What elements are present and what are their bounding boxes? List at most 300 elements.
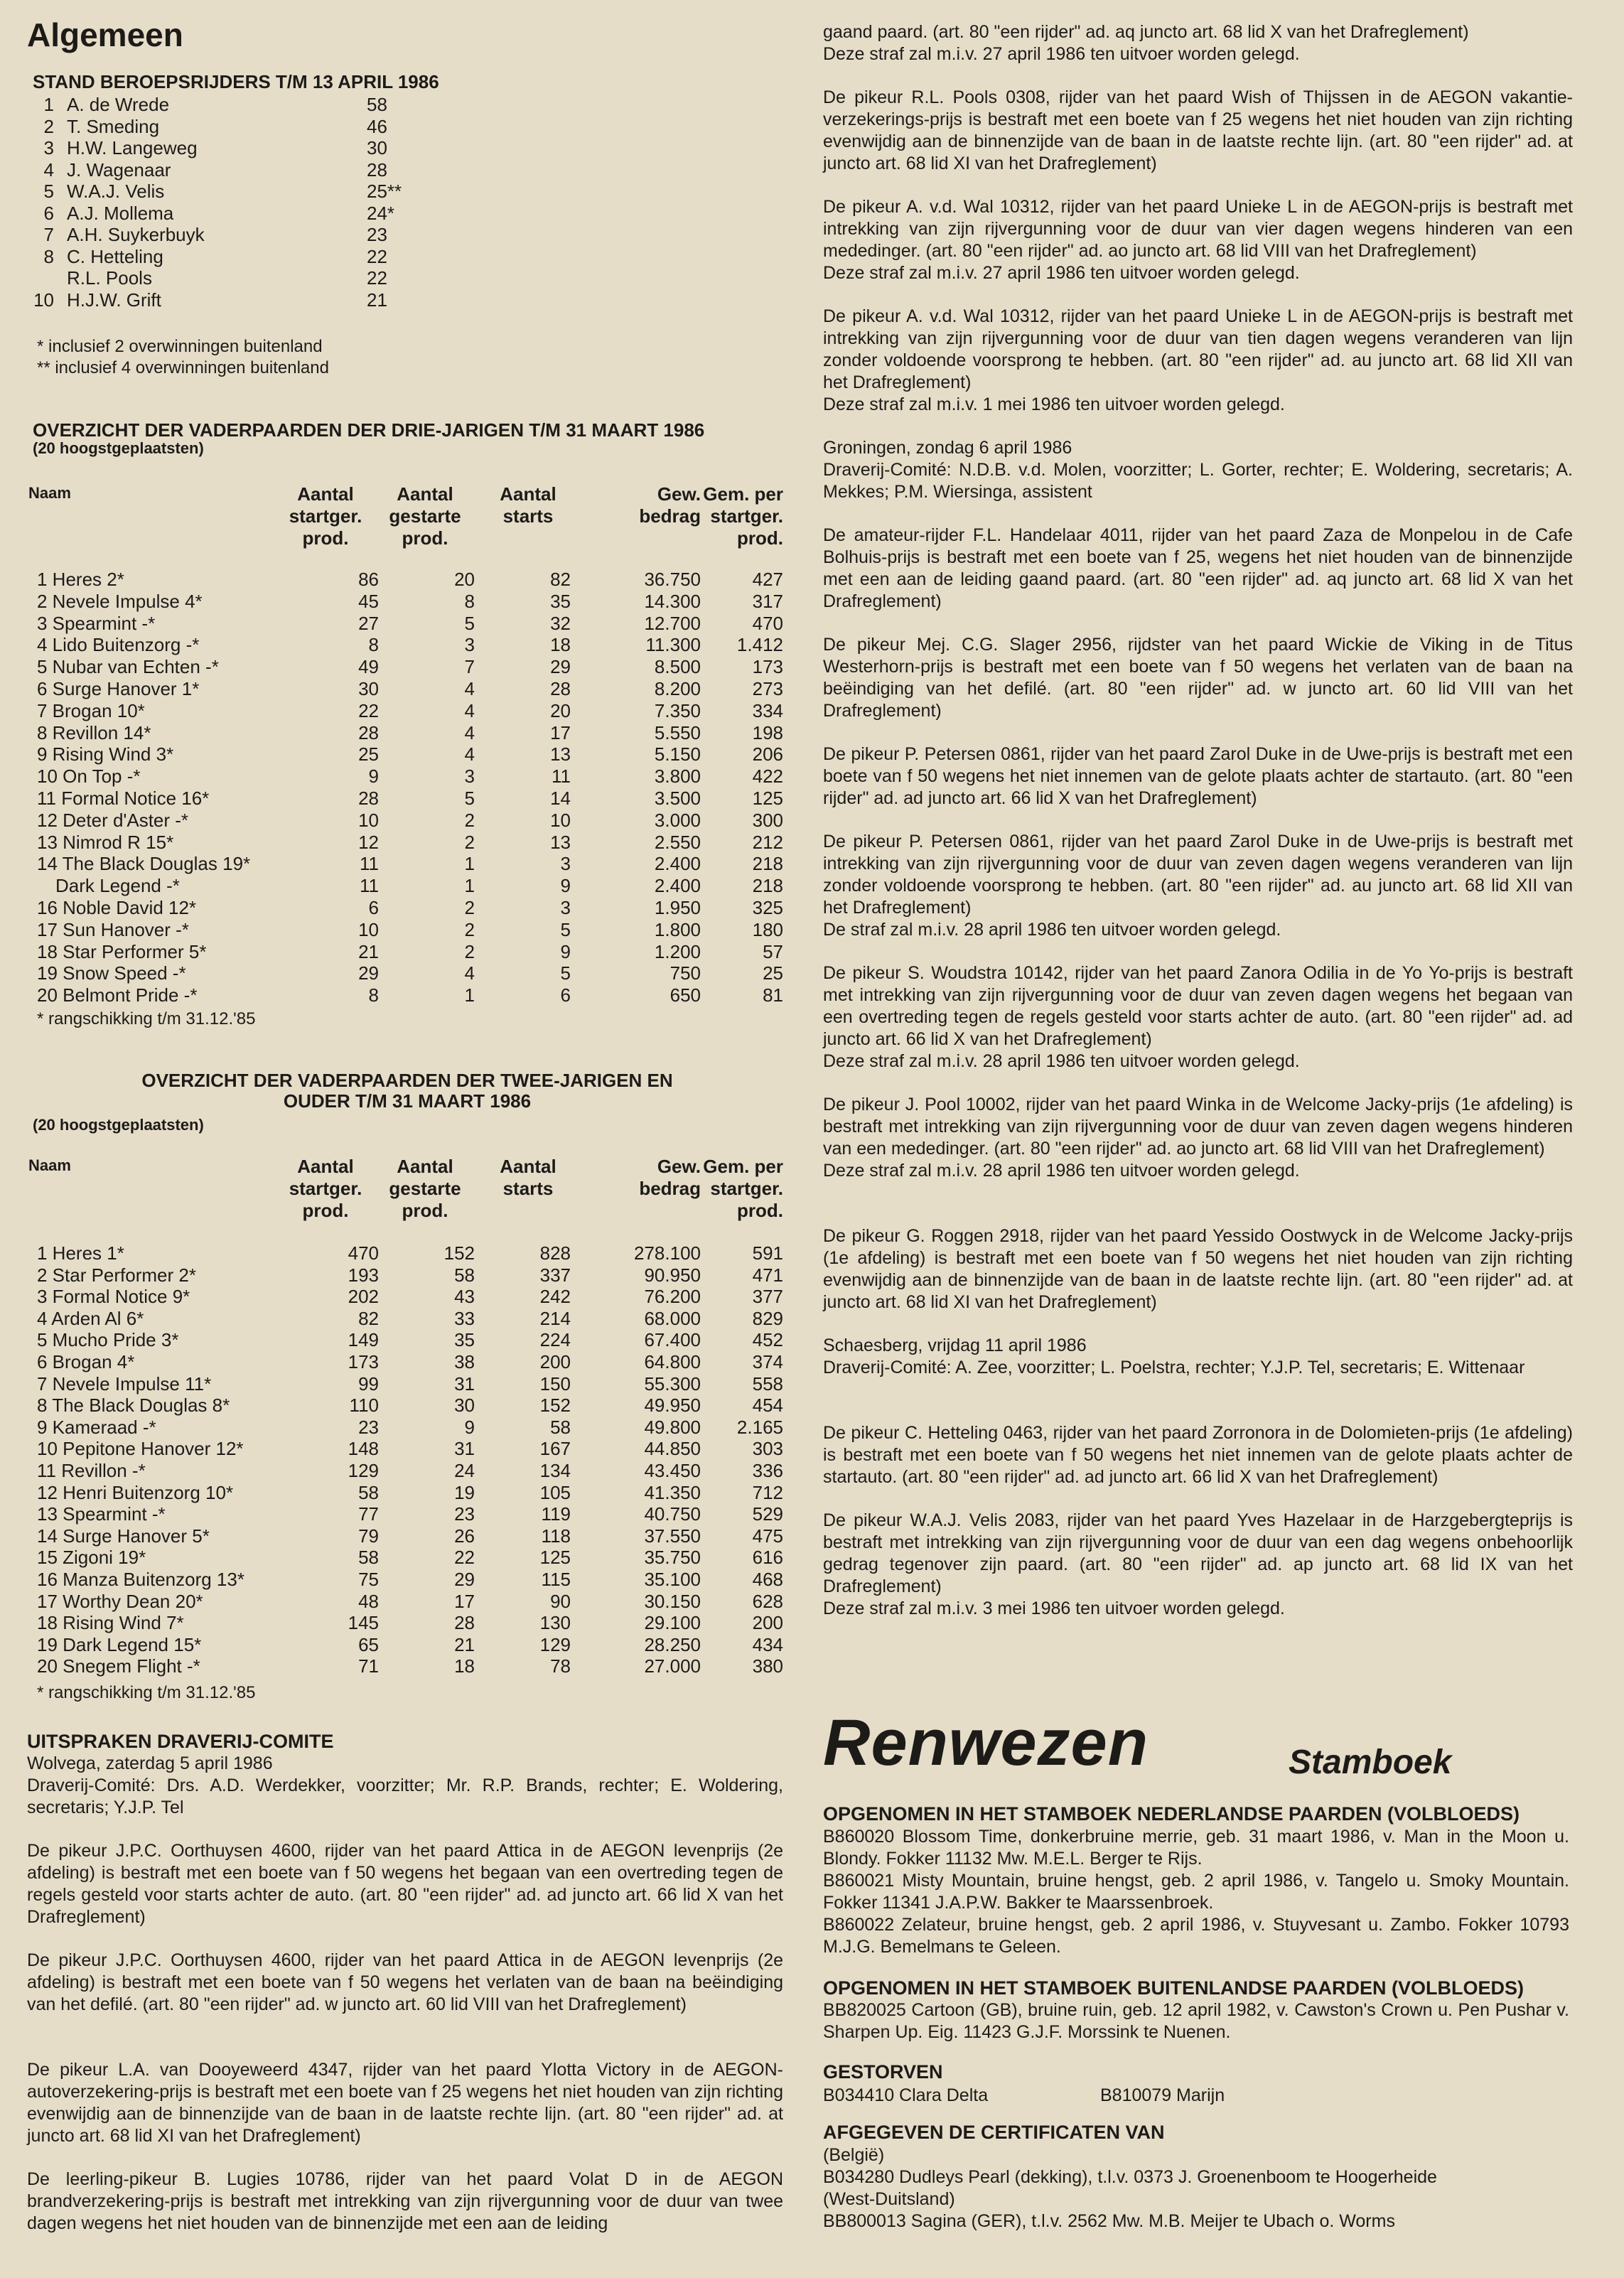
table-cell: 49.800 (644, 1416, 701, 1438)
table-cell: 35.750 (644, 1547, 701, 1569)
table-row (27, 700, 787, 721)
table-cell: 145 (348, 1612, 379, 1634)
table-cell: 28 (358, 721, 379, 743)
stand-rank: 3 (43, 137, 54, 159)
table-cell: 38 (454, 1351, 475, 1372)
table-cell: 49.950 (644, 1395, 701, 1417)
uitspraken-title: UITSPRAKEN DRAVERIJ-COMITE (27, 1731, 334, 1752)
stand-row (27, 224, 525, 245)
uitspraken-paragraph: De amateur-rijder F.L. Handelaar 4011, rijder van het paard Zaza de Monpelou in de Cafe Bolhuis-prijs is bestraft met een boete van f 25, wegens het niet houden van de binnenzijde met een aan de leiding gaand paard. (art. 80 "een rijder" ad. aq juncto art. 68 lid X van het Drafreglement) (823, 525, 1573, 611)
table-cell-name: 13 Spearmint -* (37, 1503, 166, 1525)
table-cell: 19 (454, 1481, 475, 1503)
table-cell: 22 (358, 699, 379, 721)
table-cell-name: 19 Snow Speed -* (37, 962, 186, 984)
stand-rank: 6 (43, 202, 54, 224)
table-cell-name: 14 Surge Hanover 5* (37, 1525, 210, 1547)
stand-note-2: ** inclusief 4 overwinningen buitenland (37, 358, 329, 377)
table-cell: 828 (539, 1242, 571, 1264)
table-cell-name: 8 The Black Douglas 8* (37, 1395, 230, 1417)
table-cell: 6 (368, 897, 379, 918)
gestorven-item-2: B810079 Marijn (1100, 2085, 1225, 2105)
stamboek-buitenland-text: BB820025 Cartoon (GB), bruine ruin, geb. 12 april 1982, v. Cawston's Crown u. Pen Pushar v. Sharpen Up. Eig. 11423 G.J.F. Morssink te Nuenen. (823, 2000, 1569, 2042)
stand-row (27, 289, 525, 311)
table-cell-name: 6 Brogan 4* (37, 1351, 135, 1372)
table-cell: 28 (358, 788, 379, 809)
table-cell: 32 (550, 612, 571, 634)
uitspraken-paragraph: gaand paard. (art. 80 "een rijder" ad. aq juncto art. 68 lid X van het Drafreglement) Deze straf zal m.i.v. 27 april 1986 ten uitvoer worden gelegd. (823, 22, 1469, 64)
table-cell: 13 (550, 743, 571, 765)
uitspraken-paragraph: De pikeur S. Woudstra 10142, rijder van het paard Zanora Odilia in de Yo Yo-prijs is bestraft met intrekking van zijn rijvergunning voor de duur van zeven dagen wegens het begaan van een overtreding tegen de regels gesteld voor starts achter de auto. (art. 80 "een rijder" ad. ad juncto art. 66 lid X van het Drafreglement) Deze straf zal m.i.v. 28 april 1986 ten uitvoer worden gelegd. (823, 963, 1573, 1071)
table-cell: 48 (358, 1590, 379, 1612)
table-row (27, 788, 787, 809)
table-cell: 3 (464, 634, 475, 656)
table-cell: 4 (464, 678, 475, 699)
table-cell: 470 (752, 612, 783, 634)
stand-note-1: * inclusief 2 overwinningen buitenland (37, 337, 323, 356)
stand-score: 25** (367, 181, 402, 202)
table-cell: 58 (454, 1264, 475, 1286)
table-cell: 29 (454, 1569, 475, 1590)
table-cell: 529 (752, 1503, 783, 1525)
table-cell: 317 (752, 590, 783, 612)
table-cell: 43.450 (644, 1460, 701, 1481)
table-cell: 12.700 (644, 612, 701, 634)
drie-table-title: OVERZICHT DER VADERPAARDEN DER DRIE-JARIGEN T/M 31 MAART 1986 (33, 419, 705, 441)
table-cell: 303 (752, 1438, 783, 1460)
stand-score: 23 (367, 224, 387, 245)
table-header-col: Aantal gestarte prod. (389, 483, 461, 549)
table-cell: 79 (358, 1525, 379, 1547)
table-cell: 750 (670, 962, 701, 984)
table-cell: 11 (360, 875, 379, 897)
table-row (27, 853, 787, 874)
table-cell: 11 (360, 853, 379, 875)
table-cell-name: 15 Zigoni 19* (37, 1547, 146, 1569)
table-cell: 242 (539, 1286, 571, 1308)
table-cell: 28 (550, 678, 571, 699)
table-cell: 43 (454, 1286, 475, 1308)
table-cell: 5.150 (654, 743, 701, 765)
stand-rank: 8 (43, 245, 54, 267)
table-cell: 36.750 (644, 569, 701, 590)
uitspraken-paragraph: De pikeur W.A.J. Velis 2083, rijder van het paard Yves Hazelaar in de Harzgebergteprijs is bestraft met intrekking van zijn rijvergunning voor de duur van een dag wegens onbehoorlijk gedrag tegenover zijn paard. (art. 80 "een rijder" ad. ap juncto art. 68 lid IX van het Drafreglement) Deze straf zal m.i.v. 3 mei 1986 ten uitvoer worden gelegd. (823, 1510, 1573, 1618)
table-cell: 5.550 (654, 721, 701, 743)
table-cell: 25 (763, 962, 783, 984)
table-cell: 152 (539, 1395, 571, 1417)
table-cell: 180 (752, 918, 783, 940)
table-row (27, 1329, 787, 1350)
table-cell: 27.000 (644, 1655, 701, 1677)
table-header-naam: Naam (28, 1156, 71, 1174)
table-cell: 26 (454, 1525, 475, 1547)
uitspraken-paragraph: De pikeur J.P.C. Oorthuysen 4600, rijder van het paard Attica in de AEGON levenprijs (2e afdeling) is bestraft met een boete van f 50 wegens het verlaten van de baan na beëindiging van het defilé. (art. 80 "een rijder" ad. w juncto art. 60 lid VIII van het Drafreglement) (27, 1950, 783, 2014)
table-cell: 1 (464, 984, 475, 1006)
table-cell-name: 18 Star Performer 5* (37, 940, 207, 962)
stand-name: H.W. Langeweg (67, 137, 198, 159)
table-cell: 591 (752, 1242, 783, 1264)
table-cell: 273 (752, 678, 783, 699)
table-cell: 173 (752, 656, 783, 678)
table-row (27, 1525, 787, 1547)
table-cell-name: 3 Spearmint -* (37, 612, 156, 634)
table-cell: 30 (454, 1395, 475, 1417)
uitspraken-paragraph: De pikeur A. v.d. Wal 10312, rijder van het paard Unieke L in de AEGON-prijs is bestraft met intrekking van zijn rijvergunning voor de duur van tien dagen wegens veranderen van lijn zonder voldoende voorsprong te hebben. (art. 80 "een rijder" ad. au juncto art. 68 lid XII van het Drafreglement) Deze straf zal m.i.v. 1 mei 1986 ten uitvoer worden gelegd. (823, 306, 1573, 414)
table-cell-name: 11 Formal Notice 16* (37, 788, 210, 809)
stand-name: A. de Wrede (67, 94, 170, 115)
table-cell-name: 4 Arden Al 6* (37, 1307, 144, 1329)
certificaten-head: AFGEGEVEN DE CERTIFICATEN VAN (823, 2122, 1165, 2143)
table-cell: 21 (358, 940, 379, 962)
table-row (27, 1286, 787, 1307)
stand-name: W.A.J. Velis (67, 181, 165, 202)
table-cell: 35.100 (644, 1569, 701, 1590)
table-cell-name: 9 Kameraad -* (37, 1416, 156, 1438)
table-cell: 24 (454, 1460, 475, 1481)
uitspraken-paragraph: De pikeur Mej. C.G. Slager 2956, rijdster van het paard Wickie de Viking in de Titus Westerhorn-prijs is bestraft met een boete van f 50 wegens het verlaten van de baan na beëindiging van het defilé. (art. 80 "een rijder" ad. w juncto art. 60 lid VIII van het Drafreglement) (823, 635, 1573, 721)
table-row (27, 1591, 787, 1612)
table-cell: 35 (550, 590, 571, 612)
table-cell: 20 (550, 699, 571, 721)
table-cell: 29 (550, 656, 571, 678)
table-row (27, 1634, 787, 1655)
uitspraken-paragraph: De pikeur G. Roggen 2918, rijder van het paard Yessido Oostwyck in de Welcome Jacky-prijs (1e afdeling) is bestraft met een boete van f 50 wegens het niet houden van zijn richting evenwijdig aan de binnenzijde van de baan in de laatste rechte lijn. (art. 80 "een rijder" ad. at juncto art. 68 lid XI van het Drafreglement) (823, 1226, 1573, 1312)
table-cell: 206 (752, 743, 783, 765)
table-cell: 58 (550, 1416, 571, 1438)
table-cell-name: 11 Revillon -* (37, 1460, 146, 1481)
table-cell: 422 (752, 765, 783, 788)
table-cell: 13 (550, 831, 571, 853)
table-cell: 1.800 (654, 918, 701, 940)
table-cell: 452 (752, 1329, 783, 1351)
stand-score: 24* (367, 202, 395, 224)
table-cell: 11.300 (645, 634, 701, 656)
table-cell: 129 (539, 1633, 571, 1655)
stand-row (27, 246, 525, 267)
table-cell: 1.950 (654, 897, 701, 918)
table-cell: 829 (752, 1307, 783, 1329)
table-cell: 23 (454, 1503, 475, 1525)
stand-score: 30 (367, 137, 387, 159)
stand-row (27, 181, 525, 202)
table-cell: 5 (560, 962, 571, 984)
table-cell: 200 (752, 1612, 783, 1634)
table-cell: 17 (550, 721, 571, 743)
table-cell: 3 (560, 897, 571, 918)
table-cell-name: 9 Rising Wind 3* (37, 743, 174, 765)
table-cell: 49 (358, 656, 379, 678)
renwezen-title: Renwezen (823, 1707, 1149, 1779)
table-row (27, 962, 787, 984)
table-cell-name: 12 Deter d'Aster -* (37, 809, 189, 831)
gestorven-item-1: B034410 Clara Delta (823, 2085, 989, 2105)
table-cell: 2 (464, 940, 475, 962)
table-cell: 18 (550, 634, 571, 656)
table-cell-name: 7 Nevele Impulse 11* (37, 1372, 212, 1395)
table-cell-name: 8 Revillon 14* (37, 721, 151, 743)
table-cell: 5 (560, 918, 571, 940)
table-cell: 23 (358, 1416, 379, 1438)
table-cell: 650 (670, 984, 701, 1006)
table-cell: 325 (752, 897, 783, 918)
stand-score: 58 (367, 94, 387, 115)
table-row (27, 1569, 787, 1590)
uitspraken-paragraph: Groningen, zondag 6 april 1986 Draverij-Comité: N.D.B. v.d. Molen, voorzitter; L. Gorter, rechter; E. Woldering, secretaris; A. Mekkes; P.M. Wiersinga, assistent (823, 438, 1573, 502)
table-cell: 10 (550, 809, 571, 831)
table-cell: 119 (541, 1503, 571, 1525)
table-cell: 75 (358, 1569, 379, 1590)
table-row (27, 1373, 787, 1395)
uitspraken-paragraph: De pikeur L.A. van Dooyeweerd 4347, rijder van het paard Ylotta Victory in de AEGON-autoverzekering-prijs is bestraft met een boete van f 25 wegens het niet houden van zijn richting evenwijdig aan de binnenzijde van de baan in de laatste rechte lijn. (art. 80 "een rijder" ad. at juncto art. 68 lid XI van het Drafreglement) (27, 2060, 783, 2146)
table-cell: 150 (539, 1372, 571, 1395)
table-cell: 475 (752, 1525, 783, 1547)
table-cell: 3.000 (654, 809, 701, 831)
table-cell: 152 (443, 1242, 475, 1264)
table-cell: 616 (752, 1547, 783, 1569)
table-cell: 202 (348, 1286, 379, 1308)
table-cell: 9 (368, 765, 379, 788)
table-row (27, 1547, 787, 1568)
table-cell: 30 (358, 678, 379, 699)
table-cell: 9 (560, 875, 571, 897)
table-cell-name: 7 Brogan 10* (37, 699, 145, 721)
table-cell-name: 20 Snegem Flight -* (37, 1655, 200, 1677)
table-cell: 25 (358, 743, 379, 765)
table-cell: 68.000 (644, 1307, 701, 1329)
table-row (27, 743, 787, 765)
table-cell: 8 (368, 984, 379, 1006)
table-cell: 33 (454, 1307, 475, 1329)
uitspraken-paragraph: De pikeur A. v.d. Wal 10312, rijder van het paard Unieke L in de AEGON-prijs is bestraft met intrekking van zijn rijvergunning voor de duur van vier dagen wegens hinderen van een mededinger. (art. 80 "een rijder" ad. ao juncto art. 68 lid VIII van het Drafreglement) Deze straf zal m.i.v. 27 april 1986 ten uitvoer worden gelegd. (823, 197, 1573, 283)
table-cell: 4 (464, 721, 475, 743)
table-cell: 28.250 (644, 1633, 701, 1655)
table-cell: 67.400 (644, 1329, 701, 1351)
twee-table-note: * rangschikking t/m 31.12.'85 (37, 1683, 256, 1702)
table-row (27, 569, 787, 590)
table-cell-name: Dark Legend -* (55, 875, 180, 897)
table-cell: 4 (464, 699, 475, 721)
table-cell: 118 (541, 1525, 571, 1547)
table-row (27, 1460, 787, 1481)
table-cell-name: 12 Henri Buitenzorg 10* (37, 1481, 234, 1503)
table-row (27, 875, 787, 896)
table-cell: 28 (454, 1612, 475, 1634)
table-cell: 2.165 (736, 1416, 783, 1438)
stand-rank: 10 (33, 289, 54, 311)
table-row (27, 1242, 787, 1264)
stand-score: 28 (367, 159, 387, 181)
stand-rank: 2 (43, 115, 54, 137)
table-cell: 31 (454, 1372, 475, 1395)
table-cell: 18 (454, 1655, 475, 1677)
table-cell: 278.100 (634, 1242, 701, 1264)
table-cell: 1 (464, 875, 475, 897)
table-cell: 3 (464, 765, 475, 788)
table-header-col: Aantal startger. prod. (289, 1156, 362, 1221)
table-cell: 3.800 (654, 765, 701, 788)
table-cell: 130 (539, 1612, 571, 1634)
table-row (27, 1308, 787, 1329)
table-cell: 9 (464, 1416, 475, 1438)
table-cell: 64.800 (644, 1351, 701, 1372)
table-row (27, 1351, 787, 1372)
table-cell: 4 (464, 743, 475, 765)
table-cell: 10 (358, 918, 379, 940)
table-cell: 427 (752, 569, 783, 590)
table-cell: 86 (358, 569, 379, 590)
table-cell: 3 (560, 853, 571, 875)
table-header-naam: Naam (28, 484, 71, 502)
stand-row (27, 203, 525, 224)
stamboek-subtitle: Stamboek (1289, 1744, 1452, 1781)
table-row (27, 984, 787, 1006)
table-cell: 14 (550, 788, 571, 809)
table-cell: 76.200 (644, 1286, 701, 1308)
stand-name: T. Smeding (67, 115, 160, 137)
stand-name: A.H. Suykerbuyk (67, 224, 205, 245)
table-cell-name: 19 Dark Legend 15* (37, 1633, 202, 1655)
table-cell: 10 (358, 809, 379, 831)
table-row (27, 941, 787, 962)
stand-name: H.J.W. Grift (67, 289, 161, 311)
table-cell: 212 (752, 831, 783, 853)
table-cell: 125 (752, 788, 783, 809)
table-cell: 129 (348, 1460, 379, 1481)
table-cell: 78 (550, 1655, 571, 1677)
table-cell: 9 (560, 940, 571, 962)
table-cell: 1.412 (736, 634, 783, 656)
table-cell: 198 (752, 721, 783, 743)
table-cell: 167 (539, 1438, 571, 1460)
table-cell: 7 (464, 656, 475, 678)
table-cell: 125 (539, 1547, 571, 1569)
stand-row (27, 137, 525, 159)
table-cell-name: 6 Surge Hanover 1* (37, 678, 200, 699)
table-cell-name: 17 Worthy Dean 20* (37, 1590, 203, 1612)
table-row (27, 722, 787, 743)
twee-table-subtitle: (20 hoogstgeplaatsten) (33, 1116, 204, 1134)
stand-title: STAND BEROEPSRIJDERS T/M 13 APRIL 1986 (33, 71, 439, 92)
uitspraken-paragraph: De leerling-pikeur B. Lugies 10786, rijder van het paard Volat D in de AEGON brandverzekering-prijs is bestraft met intrekking van zijn rijvergunning voor de duur van twee dagen wegens het niet houden van de binnenzijde met een aan de leiding (27, 2169, 783, 2233)
stand-row (27, 267, 525, 289)
table-cell: 8 (464, 590, 475, 612)
table-row (27, 1655, 787, 1677)
table-cell: 82 (358, 1307, 379, 1329)
table-row (27, 1417, 787, 1438)
table-cell-name: 18 Rising Wind 7* (37, 1612, 184, 1634)
uitspraken-paragraph: De pikeur R.L. Pools 0308, rijder van het paard Wish of Thijssen in de AEGON vakantie-verzekerings-prijs is bestraft met een boete van f 25 wegens het niet houden van zijn richting evenwijdig aan de binnenzijde van de baan in de laatste rechte lijn. (art. 80 "een rijder" ad. at juncto art. 68 lid XI van het Drafreglement) (823, 87, 1573, 173)
table-cell: 134 (539, 1460, 571, 1481)
section-heading-algemeen: Algemeen (27, 16, 183, 53)
stand-name: J. Wagenaar (67, 159, 171, 181)
uitspraken-paragraph: De pikeur J. Pool 10002, rijder van het paard Winka in de Welcome Jacky-prijs (1e afdeling) is bestraft met intrekking van zijn rijvergunning voor de duur van zeven dagen wegens hinderen van een mededinger. (art. 80 "een rijder" ad. ao juncto art. 68 lid VIII van het Drafreglement) Deze straf zal m.i.v. 28 april 1986 ten uitvoer worden gelegd. (823, 1095, 1573, 1181)
table-cell-name: 16 Manza Buitenzorg 13* (37, 1569, 244, 1590)
table-cell: 380 (752, 1655, 783, 1677)
table-cell: 40.750 (644, 1503, 701, 1525)
table-cell: 99 (358, 1372, 379, 1395)
table-cell: 377 (752, 1286, 783, 1308)
stamboek-nl-head: OPGENOMEN IN HET STAMBOEK NEDERLANDSE PAARDEN (VOLBLOEDS) (823, 1803, 1520, 1825)
table-cell: 148 (348, 1438, 379, 1460)
table-cell: 712 (752, 1481, 783, 1503)
table-row (27, 634, 787, 655)
stamboek-buitenland-head: OPGENOMEN IN HET STAMBOEK BUITENLANDSE PAARDEN (VOLBLOEDS) (823, 1977, 1524, 1999)
table-header-col: Gem. per startger. prod. (703, 483, 783, 549)
table-cell: 57 (763, 940, 783, 962)
table-cell: 77 (358, 1503, 379, 1525)
table-cell: 90 (550, 1590, 571, 1612)
table-row (27, 613, 787, 634)
table-cell: 14.300 (644, 590, 701, 612)
stand-score: 22 (367, 245, 387, 267)
table-cell: 8.500 (654, 656, 701, 678)
table-row (27, 832, 787, 853)
table-row (27, 1264, 787, 1286)
table-cell: 29 (358, 962, 379, 984)
twee-table-title-1: OVERZICHT DER VADERPAARDEN DER TWEE-JARIGEN EN (141, 1070, 673, 1091)
uitspraken-paragraph: De pikeur J.P.C. Oorthuysen 4600, rijder van het paard Attica in de AEGON levenprijs (2e afdeling) is bestraft met een boete van f 50 wegens het begaan van een overtreding tegen de regels gesteld voor starts achter de auto. (art. 80 "een rijder" ad. ad juncto art. 66 lid X van het Drafreglement) (27, 1841, 783, 1927)
stand-rank: 7 (43, 224, 54, 245)
table-cell: 17 (454, 1590, 475, 1612)
stand-name: R.L. Pools (67, 267, 152, 289)
table-cell: 434 (752, 1633, 783, 1655)
table-cell: 58 (358, 1481, 379, 1503)
table-cell: 3.500 (654, 788, 701, 809)
drie-table-subtitle: (20 hoogstgeplaatsten) (33, 439, 204, 457)
stand-score: 22 (367, 267, 387, 289)
table-cell: 35 (454, 1329, 475, 1351)
table-row (27, 1612, 787, 1633)
table-cell: 336 (752, 1460, 783, 1481)
certificaten-text: (België) B034280 Dudleys Pearl (dekking), t.l.v. 0373 J. Groenenboom te Hoogerheide (West-Duitsland) BB800013 Sagina (GER), t.l.v. 2562 Mw. M.B. Meijer te Ubach o. Worms (823, 2145, 1437, 2231)
table-cell-name: 2 Nevele Impulse 4* (37, 590, 203, 612)
table-cell: 628 (752, 1590, 783, 1612)
table-cell: 8 (368, 634, 379, 656)
table-cell: 55.300 (644, 1372, 701, 1395)
table-cell-name: 5 Nubar van Echten -* (37, 656, 219, 678)
stand-score: 21 (367, 289, 387, 311)
table-cell: 110 (349, 1395, 379, 1417)
table-cell: 31 (454, 1438, 475, 1460)
table-cell: 300 (752, 809, 783, 831)
table-cell: 2.400 (654, 853, 701, 875)
uitspraken-paragraph: De pikeur P. Petersen 0861, rijder van het paard Zarol Duke in de Uwe-prijs is bestraft met intrekking van zijn rijvergunning voor de duur van zeven dagen wegens veranderen van lijn zonder voldoende voorsprong te hebben. (art. 80 "een rijder" ad. au juncto art. 68 lid XII van het Drafreglement) De straf zal m.i.v. 28 april 1986 ten uitvoer worden gelegd. (823, 832, 1573, 940)
table-row (27, 765, 787, 787)
stand-name: C. Hetteling (67, 245, 163, 267)
table-header-col: Aantal startger. prod. (289, 483, 362, 549)
table-cell: 115 (541, 1569, 571, 1590)
table-cell: 7.350 (654, 699, 701, 721)
stand-rank: 1 (43, 94, 54, 115)
table-cell: 2.400 (654, 875, 701, 897)
table-header-col: Aantal gestarte prod. (389, 1156, 461, 1221)
table-cell-name: 17 Sun Hanover -* (37, 918, 189, 940)
table-cell: 218 (752, 875, 783, 897)
table-cell: 558 (752, 1372, 783, 1395)
table-header-col: Gew. bedrag (639, 483, 701, 527)
table-cell: 6 (560, 984, 571, 1006)
table-cell: 22 (454, 1547, 475, 1569)
table-cell-name: 1 Heres 2* (37, 569, 124, 590)
table-cell: 2 (464, 897, 475, 918)
table-cell-name: 10 On Top -* (37, 765, 141, 788)
stand-row (27, 116, 525, 137)
stand-rank: 4 (43, 159, 54, 181)
table-cell-name: 3 Formal Notice 9* (37, 1286, 190, 1308)
table-row (27, 897, 787, 918)
stand-name: A.J. Mollema (67, 202, 174, 224)
table-cell: 8.200 (654, 678, 701, 699)
table-cell: 468 (752, 1569, 783, 1590)
